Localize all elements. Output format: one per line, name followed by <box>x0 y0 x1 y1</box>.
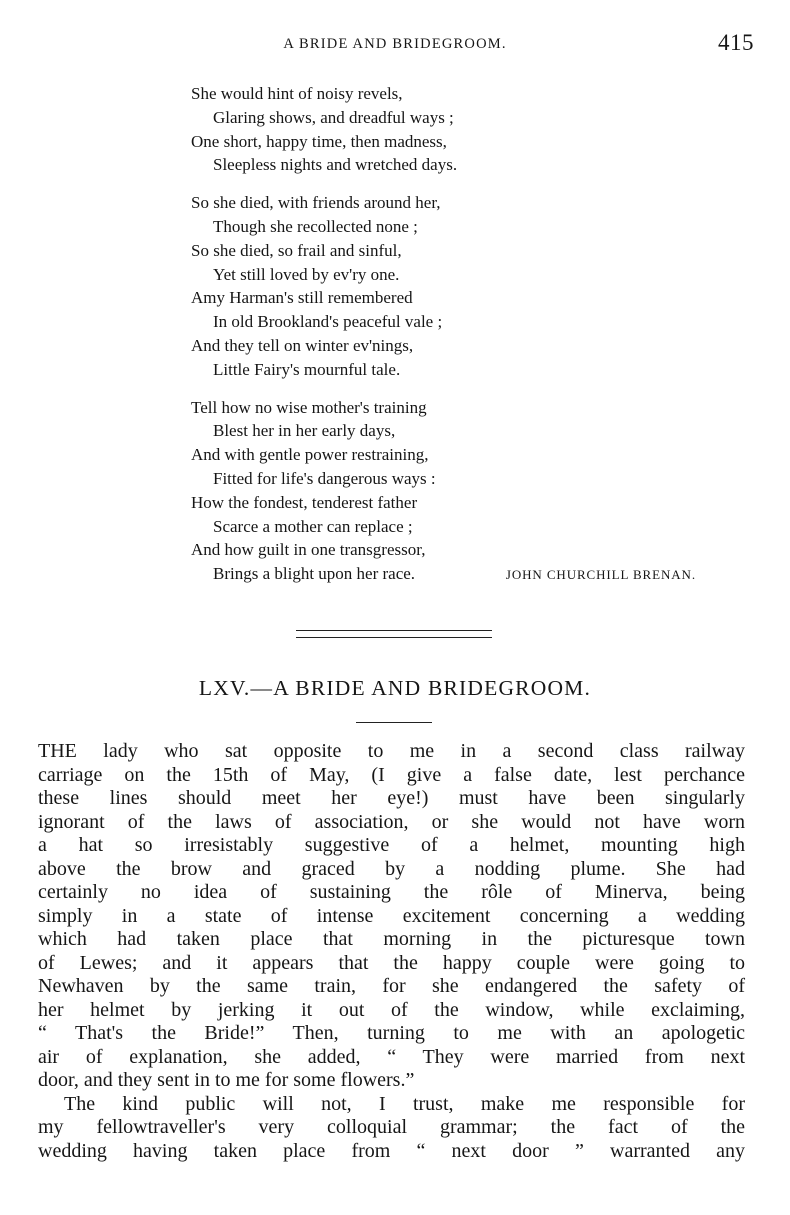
poem-line: Little Fairy's mournful tale. <box>213 359 401 379</box>
text-line: my fellowtraveller's very colloquial grammar; the fact of the <box>38 1116 745 1138</box>
poem-stanza <box>191 82 571 177</box>
text-line: above the brow and graced by a nodding plume. She had <box>38 857 745 880</box>
poem-line: Blest her in her early days, <box>213 421 396 441</box>
poem-line: Amy Harman's still remembered <box>191 288 413 308</box>
text-line: of Lewes; and it appears that the happy couple were going to <box>38 951 745 974</box>
text-line: simply in a state of intense excitement concerning a wedding <box>38 904 745 927</box>
poem-line: She would hint of noisy revels, <box>191 84 403 103</box>
text-line: wedding having taken place from “ next door ” warranted any <box>38 1139 745 1162</box>
poem-line: Yet still loved by ev'ry one. <box>213 264 400 284</box>
poem-line: How the fondest, tenderest father <box>191 492 418 512</box>
poem-line: So she died, with friends around her, <box>191 193 441 213</box>
poem-line: Though she recollected none ; <box>213 216 418 236</box>
heading-rule <box>356 722 432 723</box>
poem-line: In old Brookland's peaceful vale ; <box>213 312 443 332</box>
poem-line: And they tell on winter ev'nings, <box>191 335 414 355</box>
poem-line: Tell how no wise mother's training <box>191 397 427 417</box>
text-line: ignorant of the laws of association, or she would not have worn <box>38 810 745 833</box>
text-line: The kind public will not, I trust, make me responsible for <box>64 1092 745 1115</box>
text-line: these lines should meet her eye!) must have been singularly <box>38 787 745 809</box>
text-line: her helmet by jerking it out of the window, while exclaiming, <box>38 998 745 1021</box>
page-number: 415 <box>718 30 754 55</box>
text-line: carriage on the 15th of May, (I give a false date, lest perchance <box>38 763 745 786</box>
poem-line: Brings a blight upon her race. <box>213 564 416 584</box>
poem-line: So she died, so frail and sinful, <box>191 240 402 260</box>
poem-stanza <box>191 396 571 586</box>
poem-line: Scarce a mother can replace ; <box>213 516 413 536</box>
running-title: A BRIDE AND BRIDEGROOM. <box>283 36 507 52</box>
poem-line: Fitted for life's dangerous ways : <box>213 468 436 488</box>
text-line: a hat so irresistably suggestive of a helmet, mounting high <box>38 834 745 856</box>
paragraph <box>38 1093 745 1164</box>
text-line: certainly no idea of sustaining the rôle of Minerva, being <box>38 881 745 903</box>
text-line: Newhaven by the same train, for she endangered the safety of <box>38 975 745 997</box>
poem-line: And how guilt in one transgressor, <box>191 540 426 560</box>
chapter-body <box>38 740 745 1163</box>
text-line: “ That's the Bride!” Then, turning to me with an apologetic <box>38 1022 745 1044</box>
text-line: door, and they sent in to me for some flowers.” <box>38 1069 415 1091</box>
text-line: which had taken place that morning in the picturesque town <box>38 928 745 950</box>
chapter-heading: LXV.—A BRIDE AND BRIDEGROOM. <box>198 676 592 700</box>
poem-author: JOHN CHURCHILL BRENAN. <box>505 567 696 582</box>
poem-line: And with gentle power restraining, <box>191 445 429 465</box>
text-line: THE lady who sat opposite to me in a second class railway <box>38 740 745 762</box>
text-line: air of explanation, she added, “ They were married from next <box>38 1045 745 1068</box>
poem-stanza <box>191 191 571 381</box>
paragraph <box>38 740 745 1093</box>
poem <box>191 82 571 586</box>
poem-line: Glaring shows, and dreadful ways ; <box>213 107 454 127</box>
poem-line: Sleepless nights and wretched days. <box>213 155 458 175</box>
section-divider <box>296 630 492 638</box>
poem-line: One short, happy time, then madness, <box>191 131 447 151</box>
